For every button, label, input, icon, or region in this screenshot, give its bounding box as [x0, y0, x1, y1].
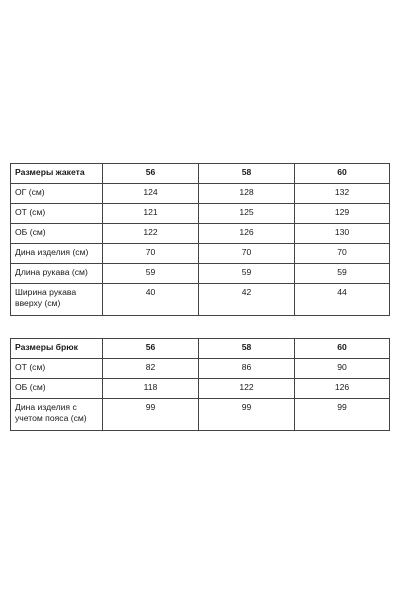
row-label: ОТ (см)	[11, 359, 103, 379]
row-label: ОГ (см)	[11, 184, 103, 204]
table-cell: 99	[103, 399, 199, 431]
table-cell: 59	[199, 264, 295, 284]
table-row	[11, 379, 390, 399]
header-cell: 58	[199, 339, 295, 359]
header-cell: Размеры жакета	[11, 164, 103, 184]
table-cell: 124	[103, 184, 199, 204]
table-cell: 99	[295, 399, 390, 431]
table-row	[11, 359, 390, 379]
table-cell: 121	[103, 204, 199, 224]
header-cell: 60	[295, 164, 390, 184]
table-cell: 132	[295, 184, 390, 204]
table-cell: 130	[295, 224, 390, 244]
table-cell: 44	[295, 284, 390, 316]
table-cell: 122	[199, 379, 295, 399]
table-cell: 129	[295, 204, 390, 224]
table-cell: 99	[199, 399, 295, 431]
table-cell: 86	[199, 359, 295, 379]
header-cell: 60	[295, 339, 390, 359]
header-cell: 58	[199, 164, 295, 184]
table-cell: 90	[295, 359, 390, 379]
jacket-size-table	[10, 163, 390, 316]
table-row	[11, 244, 390, 264]
table-cell: 126	[295, 379, 390, 399]
table-cell: 59	[103, 264, 199, 284]
header-cell: Размеры брюк	[11, 339, 103, 359]
pants-size-table	[10, 338, 390, 431]
table-cell: 118	[103, 379, 199, 399]
table-cell: 70	[295, 244, 390, 264]
table-row	[11, 204, 390, 224]
header-cell: 56	[103, 339, 199, 359]
table-cell: 40	[103, 284, 199, 316]
table-cell: 70	[103, 244, 199, 264]
table-row	[11, 399, 390, 431]
header-cell: 56	[103, 164, 199, 184]
row-label: Ширина рукава вверху (см)	[11, 284, 103, 316]
table-cell: 42	[199, 284, 295, 316]
table-cell: 59	[295, 264, 390, 284]
row-label: ОТ (см)	[11, 204, 103, 224]
row-label: Длина рукава (см)	[11, 264, 103, 284]
table-header-row	[11, 339, 390, 359]
table-row	[11, 284, 390, 316]
row-label: ОБ (см)	[11, 224, 103, 244]
table-cell: 70	[199, 244, 295, 264]
table-row	[11, 264, 390, 284]
table-cell: 122	[103, 224, 199, 244]
row-label: Дина изделия (см)	[11, 244, 103, 264]
table-cell: 125	[199, 204, 295, 224]
table-header-row	[11, 164, 390, 184]
row-label: Дина изделия с учетом пояса (см)	[11, 399, 103, 431]
table-row	[11, 184, 390, 204]
row-label: ОБ (см)	[11, 379, 103, 399]
table-cell: 82	[103, 359, 199, 379]
table-cell: 128	[199, 184, 295, 204]
table-row	[11, 224, 390, 244]
table-cell: 126	[199, 224, 295, 244]
